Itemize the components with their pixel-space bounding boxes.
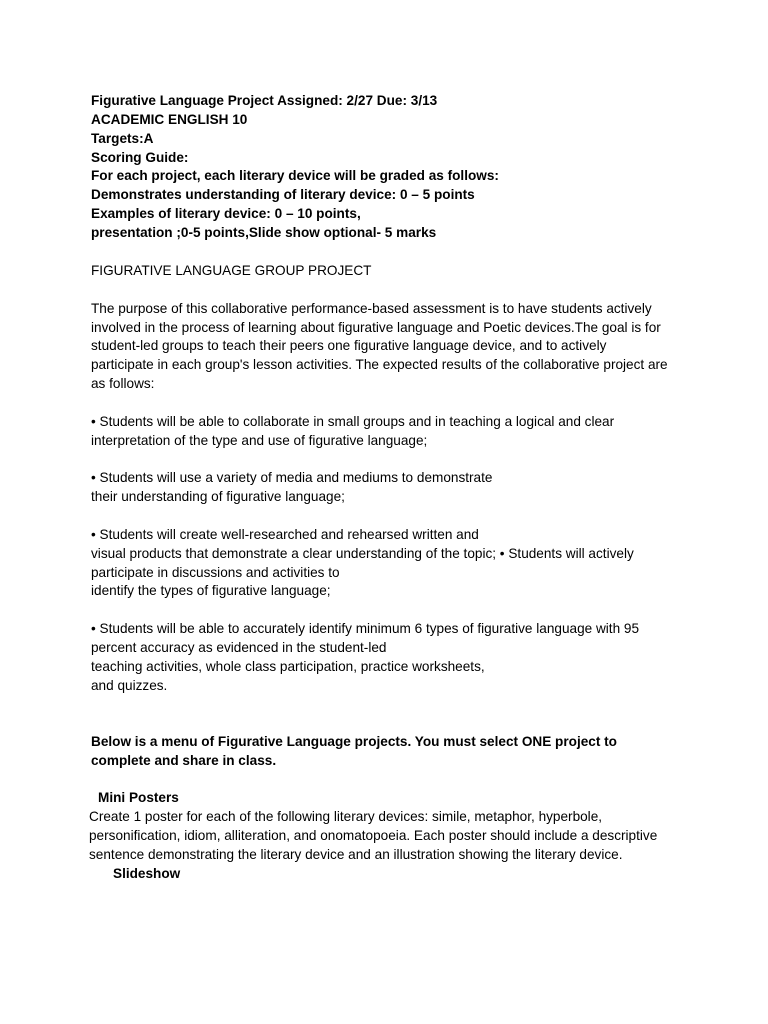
purpose-line: as follows: [91, 376, 155, 391]
section-title: FIGURATIVE LANGUAGE GROUP PROJECT [91, 263, 372, 278]
bullet-products: • Students will create well-researched and rehearsed written and [91, 527, 479, 542]
bullet-accuracy: • Students will be able to accurately identify minimum 6 types of figurative language with 95 [91, 621, 640, 636]
scoring-intro: For each project, each literary device will be graded as follows: [91, 168, 499, 183]
bullet-products-cont: identify the types of figurative language; [91, 583, 331, 598]
purpose-line: student-led groups to teach their peers one figurative language device, and to actively [91, 338, 607, 353]
bullet-collaborate: • Students will be able to collaborate in small groups and in teaching a logical and clear [91, 414, 615, 429]
slideshow-heading: Slideshow [113, 866, 181, 881]
bullet-products-cont: visual products that demonstrate a clear understanding of the topic; • Students will actively [91, 546, 634, 561]
scoring-understanding: Demonstrates understanding of literary device: 0 – 5 points [91, 187, 475, 202]
bullet-accuracy-cont: teaching activities, whole class participation, practice worksheets, [91, 659, 485, 674]
bullet-collaborate-cont: interpretation of the type and use of figurative language; [91, 433, 428, 448]
scoring-presentation: presentation ;0-5 points,Slide show optional- 5 marks [91, 225, 437, 240]
mini-posters-description: Create 1 poster for each of the following literary devices: simile, metaphor, hyperbole, [89, 809, 603, 824]
bullet-accuracy-cont: and quizzes. [91, 678, 168, 693]
purpose-line: participate in each group's lesson activities. The expected results of the collaborative project are [91, 357, 668, 372]
purpose-line: involved in the process of learning about figurative language and Poetic devices.The goal is for [91, 320, 661, 335]
mini-posters-description: personification, idiom, alliteration, and onomatopoeia. Each poster should include a descriptive [89, 828, 658, 843]
menu-intro-cont: complete and share in class. [91, 753, 277, 768]
targets: Targets:A [91, 131, 154, 146]
mini-posters-description: sentence demonstrating the literary device and an illustration showing the literary device. [89, 847, 623, 862]
bullet-products-cont: participate in discussions and activities to [91, 565, 340, 580]
bullet-media: • Students will use a variety of media and mediums to demonstrate [91, 470, 493, 485]
course-name: ACADEMIC ENGLISH 10 [91, 112, 248, 127]
bullet-accuracy-cont: percent accuracy as evidenced in the student-led [91, 640, 387, 655]
purpose-line: The purpose of this collaborative performance-based assessment is to have students actively [91, 301, 652, 316]
bullet-media-cont: their understanding of figurative language; [91, 489, 345, 504]
scoring-guide-heading: Scoring Guide: [91, 150, 189, 165]
mini-posters-heading: Mini Posters [98, 790, 179, 805]
scoring-examples: Examples of literary device: 0 – 10 points, [91, 206, 361, 221]
menu-intro: Below is a menu of Figurative Language projects. You must select ONE project to [91, 734, 617, 749]
project-title: Figurative Language Project Assigned: 2/27 Due: 3/13 [91, 93, 438, 108]
